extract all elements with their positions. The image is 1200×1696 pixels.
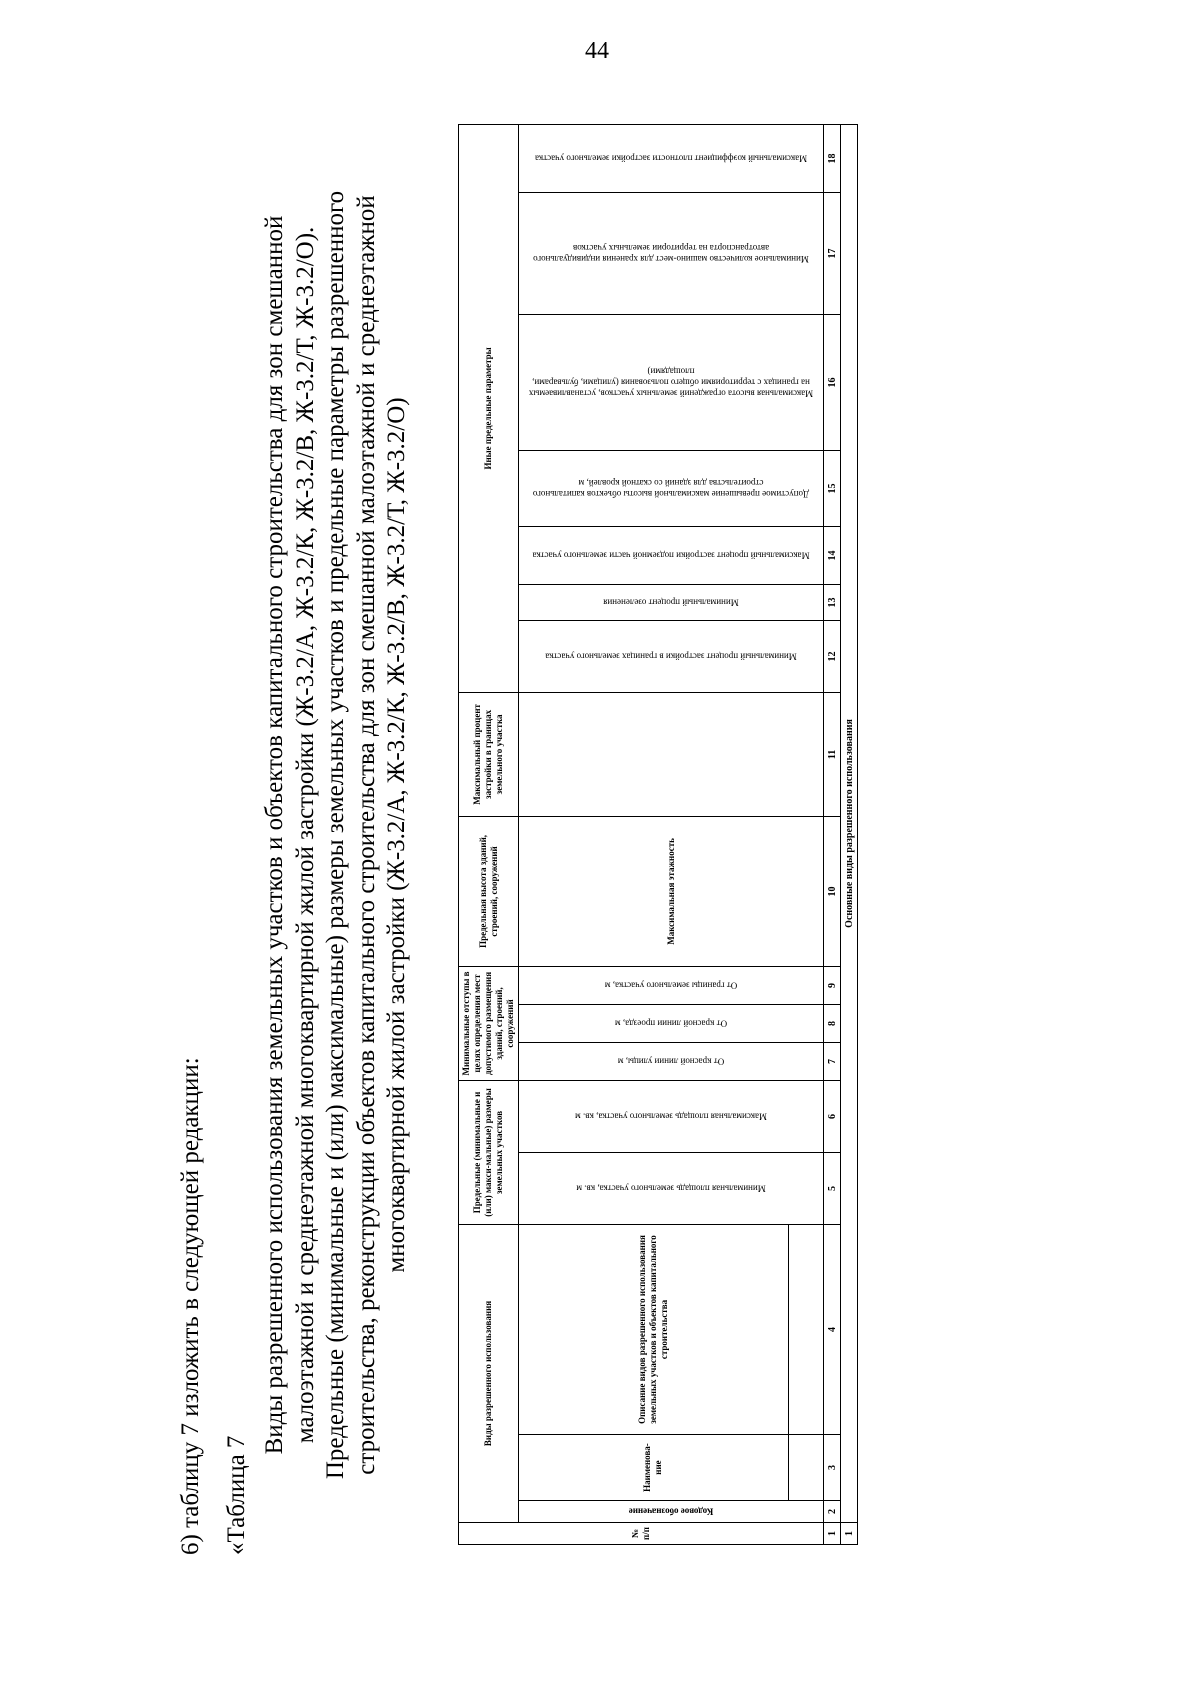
heading-line-5: многоквартирной жилой застройки (Ж-3.2/А, Ж-3.2/К, Ж-3.2/В, Ж-3.2/Т, Ж-3.2/О)	[383, 397, 410, 1273]
intro-line-2: «Таблица 7	[223, 1435, 250, 1555]
header-min-green: Минимальный процент озеленения	[519, 584, 824, 620]
col-number: 5	[824, 1152, 841, 1224]
col-number: 16	[824, 314, 841, 450]
header-max-underground: Максимальный процент застройки подземной части земельного участка	[519, 526, 824, 584]
header-exceed: Допустимое превышение максимальной высоты объектов капитального строительства для зданий со скатной кровлей, м	[519, 450, 824, 526]
header-other: Иные предельные параметры	[459, 124, 519, 692]
header-parking: Минимальное количество машино-мест для хранения индивидуального автотранспорта на территории земельных участков	[519, 192, 824, 314]
header-name-empty	[788, 1435, 823, 1501]
document-heading	[260, 95, 413, 1575]
col-number: 8	[824, 1004, 841, 1042]
col-number: 6	[824, 1080, 841, 1152]
col-number: 14	[824, 526, 841, 584]
landscape-content	[168, 95, 1028, 1575]
header-row-2	[519, 124, 789, 1544]
header-density: Максимальный коэффициент плотности застройки земельного участка	[519, 124, 824, 192]
intro-line-1: 6) таблицу 7 изложить в следующей редакции:	[177, 1057, 204, 1555]
col-number: 11	[824, 692, 841, 816]
table-7	[458, 124, 858, 1545]
col-number: 1	[824, 1523, 841, 1545]
header-red-street: От красной линии улицы, м	[519, 1042, 824, 1080]
header-setbacks: Минимальные отступы в целях определения мест допустимого размещения зданий, строений, сооружений	[459, 966, 519, 1080]
header-red-drive: От красной линии проезда, м	[519, 1004, 824, 1042]
section-title: Основные виды разрешенного использования	[841, 124, 858, 1522]
column-numbers-row	[824, 124, 841, 1544]
col-number: 3	[824, 1435, 841, 1501]
heading-line-2: малоэтажной и среднеэтажной многоквартирной жилой застройки (Ж-3.2/А, Ж-3.2/К, Ж-3.2/В, Ж-3.2/Т, Ж-3.2/О).	[291, 226, 319, 1444]
header-fence: Максимальная высота ограждений земельных участков, устанавливаемых на границах с территориями общего пользования (улицами, бульварами, площадями)	[519, 314, 824, 450]
col-number: 17	[824, 192, 841, 314]
section-row	[841, 124, 858, 1544]
col-number: 15	[824, 450, 841, 526]
header-desc: Описание видов разрешенного использования земельных участков и объектов капитального строительства	[519, 1224, 789, 1434]
col-number: 18	[824, 124, 841, 192]
header-row-1	[459, 124, 519, 1544]
page-number: 44	[585, 38, 609, 64]
header-code: Кодовое обозначение	[519, 1501, 824, 1523]
col-number: 12	[824, 620, 841, 692]
header-name: Наименова-ние	[519, 1435, 789, 1501]
header-desc-empty	[788, 1224, 823, 1434]
header-min-area: Минимальная площадь земельного участка, кв. м	[519, 1152, 824, 1224]
header-vri: Виды разрешенного использования	[459, 1224, 519, 1522]
col-number: 10	[824, 816, 841, 966]
header-floors: Максимальная этажность	[519, 816, 824, 966]
heading-line-4: строительства, реконструкции объектов капитального строительства для зон смешанной малоэтажной и среднеэтажной	[352, 195, 380, 1475]
col-number: 2	[824, 1501, 841, 1523]
header-min-build: Минимальный процент застройки в границах земельного участка	[519, 620, 824, 692]
header-max-area: Максимальная площадь земельного участка, кв. м	[519, 1080, 824, 1152]
section-number: 1	[841, 1523, 858, 1545]
header-boundary: От границы земельного участка, м	[519, 966, 824, 1004]
col-number: 7	[824, 1042, 841, 1080]
header-size: Предельные (минимальные и (или) макси-мальные) размеры земельных участков	[459, 1080, 519, 1224]
intro-text	[168, 1057, 260, 1555]
header-empty-11	[519, 692, 824, 816]
col-number: 4	[824, 1224, 841, 1434]
col-number: 9	[824, 966, 841, 1004]
heading-line-1: Виды разрешенного использования земельных участков и объектов капитального строительства для зон смешанной	[261, 215, 288, 1455]
col-number: 13	[824, 584, 841, 620]
header-height: Предельная высота зданий, строений, сооружений	[459, 816, 519, 966]
table-7-wrapper	[458, 125, 858, 1545]
heading-line-3: Предельные (минимальные и (или) максимальные) размеры земельных участков и предельные параметры разрешенного	[322, 190, 349, 1480]
header-no: № п/п	[459, 1523, 824, 1545]
header-max-build: Максимальный процент застройки в границах земельного участка	[459, 692, 519, 816]
